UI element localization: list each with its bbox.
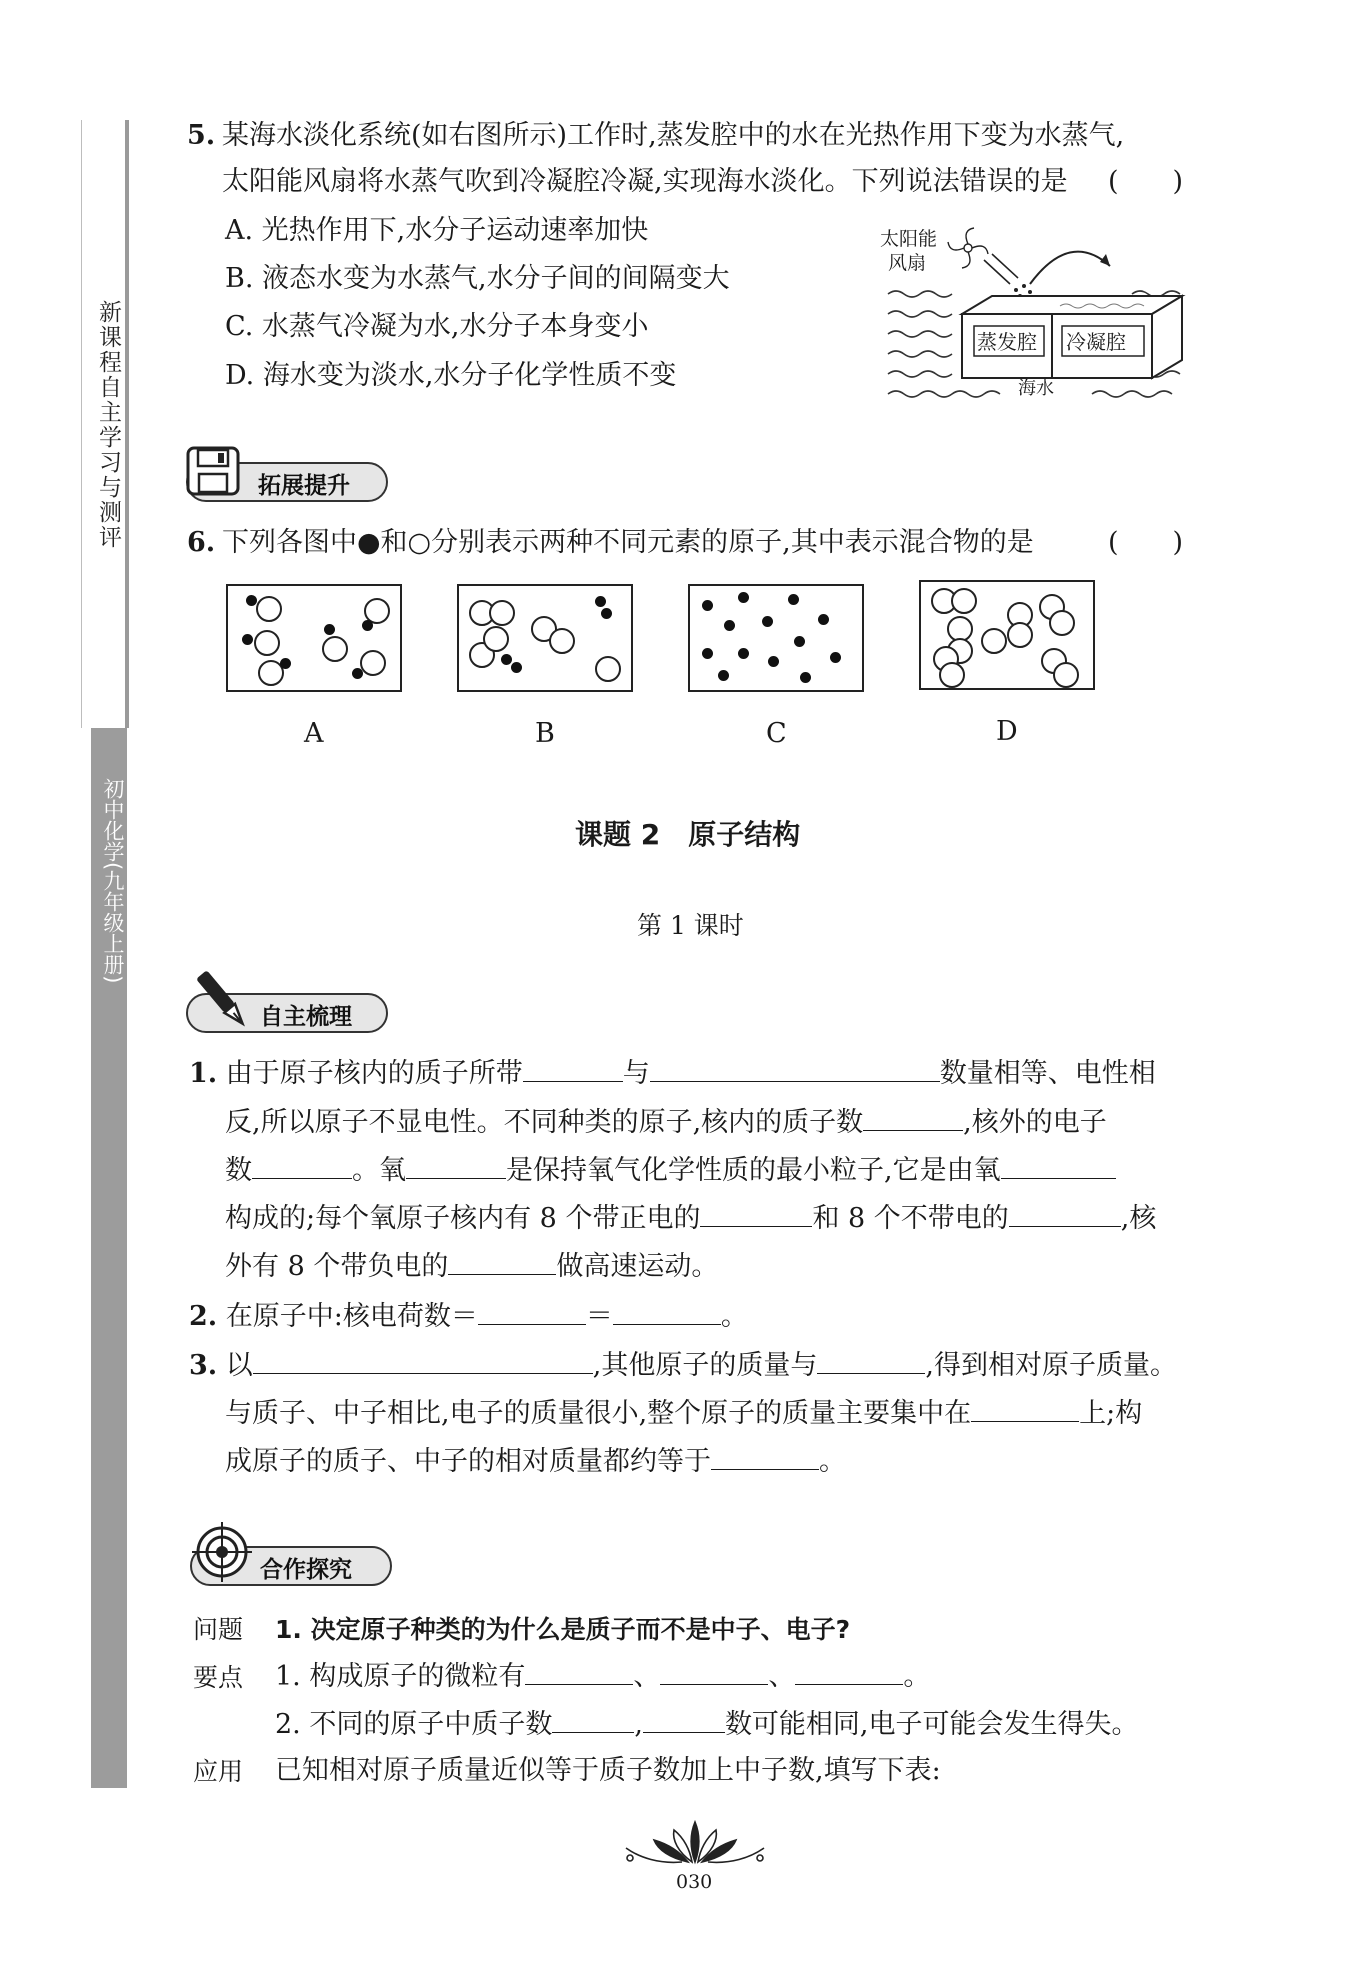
application-label: 应用 (193, 1757, 244, 1786)
box-d-label: D (996, 716, 1018, 747)
blank[interactable] (1001, 1156, 1116, 1179)
target-icon (192, 1522, 252, 1582)
fan-label-line1: 太阳能 (880, 228, 938, 250)
fill-item-3-number: 3. (189, 1350, 218, 1381)
blank[interactable] (700, 1204, 812, 1227)
fill-item-1-line1 (189, 1058, 1156, 1090)
blank[interactable] (406, 1156, 506, 1179)
text: 。氧 (352, 1155, 406, 1186)
q5-line1: 某海水淡化系统(如右图所示)工作时,蒸发腔中的水在光热作用下变为水蒸气, (222, 120, 1125, 151)
text: 。 (720, 1301, 748, 1332)
side-subject-title: 初中化学(九年级上册) (101, 778, 125, 984)
text: 做高速运动。 (556, 1251, 719, 1282)
text: ＝ (585, 1301, 613, 1332)
fill-item-3-line3 (225, 1446, 846, 1478)
fill-item-1-line3 (225, 1155, 1116, 1187)
blank[interactable] (863, 1108, 963, 1131)
particle-box-b (457, 584, 633, 692)
text: ,得到相对原子质量。 (925, 1350, 1177, 1381)
question-label: 问题 (193, 1615, 244, 1644)
blank[interactable] (523, 1059, 623, 1082)
text: 。 (903, 1661, 931, 1692)
blank[interactable] (448, 1252, 556, 1275)
box-a-label: A (304, 718, 324, 749)
fan-icon (948, 228, 988, 268)
fill-item-3-line1 (189, 1350, 1177, 1382)
fill-item-3-line2 (225, 1398, 1142, 1430)
fan-label-line2: 风扇 (888, 252, 927, 274)
text: 是保持氧气化学性质的最小粒子,它是由氧 (506, 1155, 1001, 1186)
text: , (634, 1709, 643, 1740)
q6-number: 6. (187, 527, 216, 558)
text: 上;构 (1079, 1398, 1143, 1429)
text: 、 (768, 1661, 796, 1692)
footer-ornament (620, 1818, 770, 1866)
page-number: 030 (676, 1871, 713, 1893)
text: 成原子的质子、中子的相对质量都约等于 (225, 1446, 711, 1477)
q6-text: 下列各图中●和○分别表示两种不同元素的原子,其中表示混合物的是 (222, 527, 1034, 558)
fill-item-2 (189, 1301, 748, 1333)
q5-option-c: C. 水蒸气冷凝为水,水分子本身变小 (225, 311, 649, 342)
text: 外有 8 个带负电的 (225, 1251, 449, 1282)
text: 2. 不同的原子中质子数 (275, 1709, 553, 1740)
seawater-label: 海水 (1018, 378, 1054, 399)
text: ,其他原子的质量与 (592, 1350, 818, 1381)
evaporation-chamber-label: 蒸发腔 (977, 330, 1037, 354)
blank[interactable] (817, 1351, 925, 1374)
question-text: 1. 决定原子种类的为什么是质子而不是中子、电子? (275, 1615, 851, 1644)
q5-option-b: B. 液态水变为水蒸气,水分子间的间隔变大 (225, 263, 730, 294)
blank[interactable] (252, 1156, 352, 1179)
q5-option-d: D. 海水变为淡水,水分子化学性质不变 (225, 360, 677, 391)
section-title-cooperation: 合作探究 (260, 1557, 352, 1583)
text: 在原子中:核电荷数＝ (225, 1301, 478, 1332)
blank[interactable] (478, 1302, 586, 1325)
q6-answer-paren: ( ) (1108, 527, 1184, 558)
text: 。 (819, 1446, 846, 1477)
blank[interactable] (795, 1662, 903, 1685)
box-c-label: C (766, 718, 787, 749)
fill-item-1-line5 (225, 1251, 718, 1283)
text: 1. 构成原子的微粒有 (275, 1661, 526, 1692)
q5-option-a: A. 光热作用下,水分子运动速率加快 (225, 215, 649, 246)
particle-box-c (688, 584, 864, 692)
text: 与质子、中子相比,电子的质量很小,整个原子的质量主要集中在 (225, 1398, 972, 1429)
text: 由于原子核内的质子所带 (225, 1058, 523, 1089)
blank[interactable] (613, 1302, 721, 1325)
blank[interactable] (650, 1059, 940, 1082)
key-point-2 (275, 1709, 1139, 1741)
text: 与 (622, 1058, 650, 1089)
desalination-figure (880, 222, 1190, 404)
blank[interactable] (643, 1710, 725, 1733)
text: 数 (225, 1155, 252, 1186)
disk-icon (182, 444, 246, 498)
q5-number: 5. (187, 120, 216, 151)
text: 反,所以原子不显电性。不同种类的原子,核内的质子数 (225, 1107, 864, 1138)
particle-box-a (226, 584, 402, 692)
text: 构成的;每个氧原子核内有 8 个带正电的 (225, 1203, 701, 1234)
box-b-label: B (535, 718, 555, 749)
blank[interactable] (1009, 1204, 1121, 1227)
text: 数量相等、电性相 (939, 1058, 1156, 1089)
condensation-chamber-label: 冷凝腔 (1066, 330, 1126, 354)
blank[interactable] (253, 1351, 593, 1374)
text: ,核外的电子 (963, 1107, 1107, 1138)
blank[interactable] (552, 1710, 634, 1733)
text: 、 (633, 1661, 661, 1692)
fill-item-2-number: 2. (189, 1301, 218, 1332)
blank[interactable] (971, 1399, 1079, 1422)
fill-item-1-line2 (225, 1107, 1107, 1139)
particle-box-d (919, 580, 1095, 690)
pen-icon (186, 966, 262, 1034)
blank[interactable] (525, 1662, 633, 1685)
key-point-1 (275, 1661, 930, 1693)
application-text: 已知相对原子质量近似等于质子数加上中子数,填写下表: (275, 1755, 941, 1786)
section-title-extension: 拓展提升 (258, 473, 350, 499)
blank[interactable] (660, 1662, 768, 1685)
section-title-self-study: 自主梳理 (260, 1004, 352, 1030)
text: ,核 (1120, 1203, 1157, 1234)
q5-answer-paren: ( ) (1108, 166, 1184, 197)
lesson-title: 课题 2 原子结构 (575, 818, 801, 851)
text: 以 (225, 1350, 253, 1381)
fill-item-1-number: 1. (189, 1058, 218, 1089)
lesson-period: 第 1 课时 (637, 911, 744, 940)
fill-item-1-line4 (225, 1203, 1156, 1235)
q5-line2: 太阳能风扇将水蒸气吹到冷凝腔冷凝,实现海水淡化。下列说法错误的是 (222, 166, 1068, 197)
text: 和 8 个不带电的 (812, 1203, 1009, 1234)
blank[interactable] (711, 1447, 819, 1470)
side-book-title: 新课程自主学习与测评 (95, 300, 121, 550)
key-points-label: 要点 (193, 1663, 244, 1692)
text: 数可能相同,电子可能会发生得失。 (724, 1709, 1139, 1740)
